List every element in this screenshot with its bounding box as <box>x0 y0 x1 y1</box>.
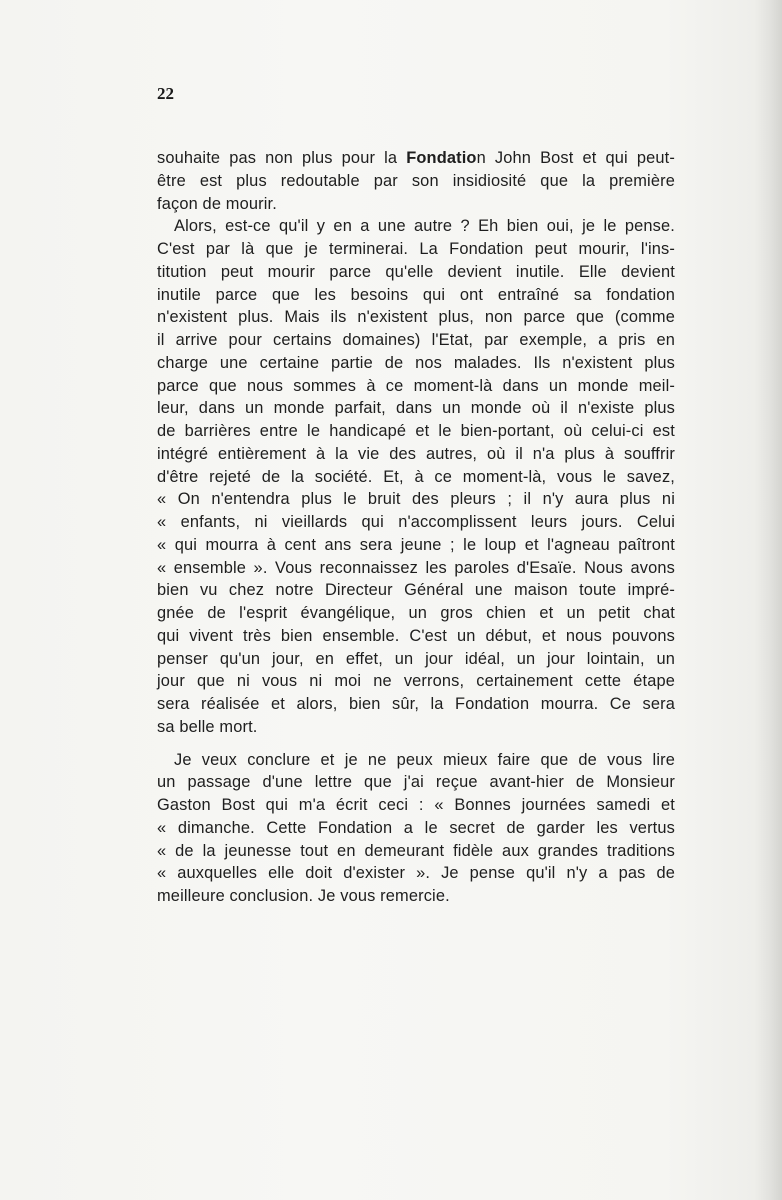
paragraph <box>157 147 675 215</box>
text-line: penser qu'un jour, en effet, un jour idéal, un jour lointain, un <box>157 649 675 668</box>
text-line: parce que nous sommes à ce moment-là dans un monde meil- <box>157 376 675 395</box>
paragraph <box>157 749 675 908</box>
text-line: titution peut mourir parce qu'elle devient inutile. Elle devient <box>157 262 675 281</box>
text-line: inutile parce que les besoins qui ont entraîné sa fondation <box>157 285 675 304</box>
text-line: sera réalisée et alors, bien sûr, la Fondation mourra. Ce sera <box>157 695 675 713</box>
text-line: « On n'entendra plus le bruit des pleurs ; il n'y aura plus ni <box>157 490 675 509</box>
text-line: être est plus redoutable par son insidiosité que la première <box>157 171 675 190</box>
text-line: C'est par là que je terminerai. La Fondation peut mourir, l'ins- <box>157 240 675 258</box>
text-line: « de la jeunesse tout en demeurant fidèle aux grandes traditions <box>157 841 675 860</box>
text-line: qui vivent très bien ensemble. C'est un début, et nous pouvons <box>157 626 675 645</box>
text-segment: souhaite pas non plus pour la <box>157 149 407 167</box>
text-line: meilleure conclusion. Je vous remercie. <box>157 887 450 905</box>
text-line: « enfants, ni vieillards qui n'accomplissent leurs jours. Celui <box>157 513 675 531</box>
page-number: 22 <box>157 84 174 103</box>
text-line: de barrières entre le handicapé et le bien-portant, où celui-ci est <box>157 422 675 440</box>
text-segment: n John Bost et qui peut- <box>476 149 675 167</box>
text-line: intégré entièrement à la vie des autres, où il n'a plus à souffrir <box>157 444 675 463</box>
text-line: Je veux conclure et je ne peux mieux faire que de vous lire <box>174 750 675 769</box>
text-line: « auxquelles elle doit d'exister ». Je pense qu'il n'y a pas de <box>157 864 675 883</box>
page-edge-shadow <box>754 0 782 1200</box>
text-line: Alors, est-ce qu'il y en a une autre ? Eh bien oui, je le pense. <box>174 217 675 236</box>
text-line: gnée de l'esprit évangélique, un gros chien et un petit chat <box>157 604 675 622</box>
text-line: « dimanche. Cette Fondation a le secret de garder les vertus <box>157 818 675 837</box>
text-line: charge une certaine partie de nos malades. Ils n'existent plus <box>157 353 675 372</box>
text-line: jour que ni vous ni moi ne verrons, certainement cette étape <box>157 672 675 691</box>
paragraph <box>157 215 675 738</box>
text-line: « qui mourra à cent ans sera jeune ; le loup et l'agneau paîtront <box>157 535 675 554</box>
text-line: un passage d'une lettre que j'ai reçue avant-hier de Monsieur <box>157 773 675 792</box>
text-line: d'être rejeté de la société. Et, à ce moment-là, vous le savez, <box>157 467 675 486</box>
text-line: bien vu chez notre Directeur Général une maison toute impré- <box>157 581 675 600</box>
text-line: façon de mourir. <box>157 194 277 213</box>
text-line: « ensemble ». Vous reconnaissez les paroles d'Esaïe. Nous avons <box>157 558 675 577</box>
body-text <box>157 147 675 908</box>
text-line: Gaston Bost qui m'a écrit ceci : « Bonnes journées samedi et <box>157 796 675 814</box>
text-segment: Fondatio <box>406 149 477 167</box>
text-line <box>157 147 675 170</box>
text-line: leur, dans un monde parfait, dans un monde où il n'existe plus <box>157 399 675 418</box>
text-line: sa belle mort. <box>157 717 258 736</box>
text-line: il arrive pour certains domaines) l'Etat, par exemple, a pris en <box>157 331 675 349</box>
text-line: n'existent plus. Mais ils n'existent plus, non parce que (comme <box>157 308 675 327</box>
